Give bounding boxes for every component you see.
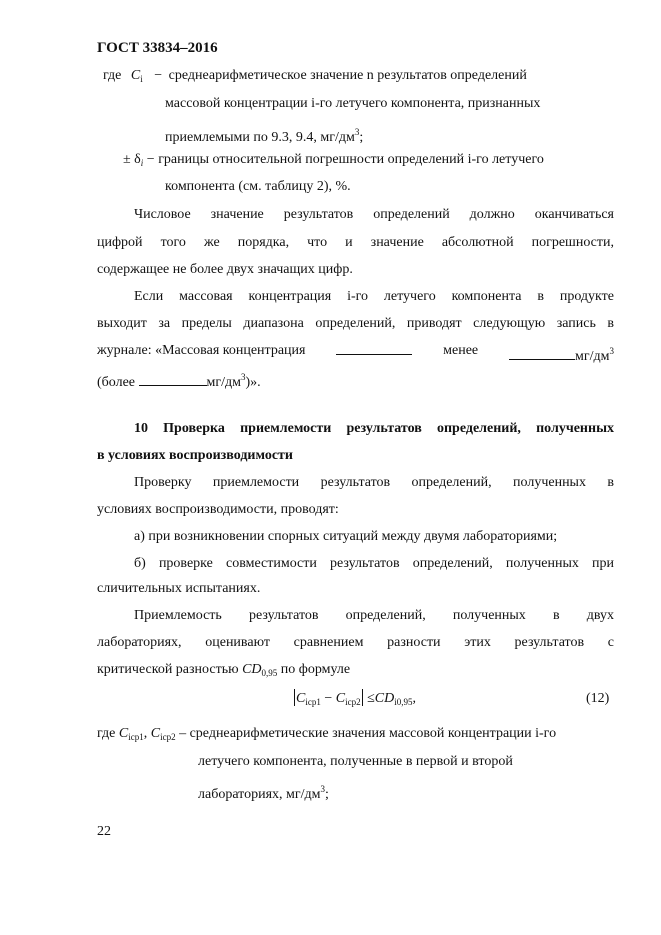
cicp-definition-line-3: лабораториях, $мг/дм^3$; — [198, 784, 329, 802]
section-10-heading-line-2: в условиях воспроизводимости — [97, 448, 293, 463]
page-number: 22 — [97, 824, 111, 839]
paragraph-3-line-1: Проверку приемлемости результатов определений, полученных в — [134, 475, 614, 490]
standard-header: ГОСТ 33834–2016 — [97, 40, 218, 56]
formula-number: (12) — [586, 691, 610, 706]
where-word: где — [103, 68, 122, 83]
where-clause-delta — [123, 151, 544, 172]
symbol-cd: $CD_{0,95}$ — [242, 662, 278, 678]
list-item-a: а) при возникновении спорных ситуаций между двумя лабораториями; — [134, 529, 558, 544]
paragraph-2-line-2: выходит за пределы диапазона определений, приводят следующую запись в — [97, 316, 614, 331]
paragraph-2-line-1: Если массовая концентрация i-го летучего компонента в продукте — [134, 289, 614, 304]
symbol-cicp1: $C_{icp1}$ — [118, 726, 144, 742]
where-clause-cicp: где $C_{icp1}$, $C_{icp2}$ – среднеарифметические значения массовой концентрации i-го — [97, 726, 557, 742]
delta-definition-line-2: компонента (см. таблицу 2), %. — [165, 179, 351, 194]
paragraph-2-line-3: журнале: «Массовая концентрация менее $мг/дм^3$ — [97, 343, 614, 364]
delta-definition-line-1: − границы относительной погрешности определений i-го летучего — [146, 152, 544, 167]
blank-field — [139, 373, 207, 386]
paragraph-4-line-3: критической разностью $CD_{0,95}$ по формуле — [97, 662, 351, 678]
list-item-b-line-1: б) проверке совместимости результатов определений, полученных при — [134, 556, 614, 571]
cicp-definition-line-2: летучего компонента, полученные в первой и второй — [198, 754, 513, 769]
ci-definition-line-2: массовой концентрации i-го летучего компонента, признанных — [165, 96, 541, 111]
cicp-definition-line-1: – среднеарифметические значения массовой концентрации i-го — [179, 726, 557, 741]
symbol-ci: $C_i$ — [130, 68, 143, 84]
paragraph-3-line-2: условиях воспроизводимости, проводят: — [97, 502, 339, 517]
list-item-b-line-2: сличительных испытаниях. — [97, 581, 261, 596]
paragraph-2-line-4: (более $мг/дм^3$)». — [97, 372, 261, 390]
blank-field — [509, 347, 575, 360]
symbol-delta: ± $\delta_i$ — [123, 152, 144, 168]
blank-field — [336, 342, 412, 355]
section-10-heading-line-1: 10 Проверка приемлемости результатов определений, полученных — [134, 421, 614, 436]
paragraph-4-line-1: Приемлемость результатов определений, полученных в двух — [134, 608, 614, 623]
ci-definition-line-1: среднеарифметическое значение n результатов определений — [168, 68, 527, 83]
paragraph-1-line-3: содержащее не более двух значащих цифр. — [97, 262, 353, 277]
formula-12: $C_{icp1} - C_{icp2} \le CD_{i0,95}$, — [296, 691, 416, 707]
symbol-cicp2: $C_{icp2}$ — [150, 726, 176, 742]
paragraph-1-line-1: Числовое значение результатов определений должно оканчиваться — [134, 207, 614, 222]
ci-definition-line-3: приемлемыми по 9.3, 9.4, $мг/дм^3$; — [165, 127, 364, 145]
paragraph-4-line-2: лабораториях, оценивают сравнением разности этих результатов с — [97, 635, 614, 650]
paragraph-1-line-2: цифрой того же порядка, что и значение абсолютной погрешности, — [97, 235, 614, 250]
where-clause-ci: где $C_i$ − среднеарифметическое значение n результатов определений — [103, 68, 527, 84]
